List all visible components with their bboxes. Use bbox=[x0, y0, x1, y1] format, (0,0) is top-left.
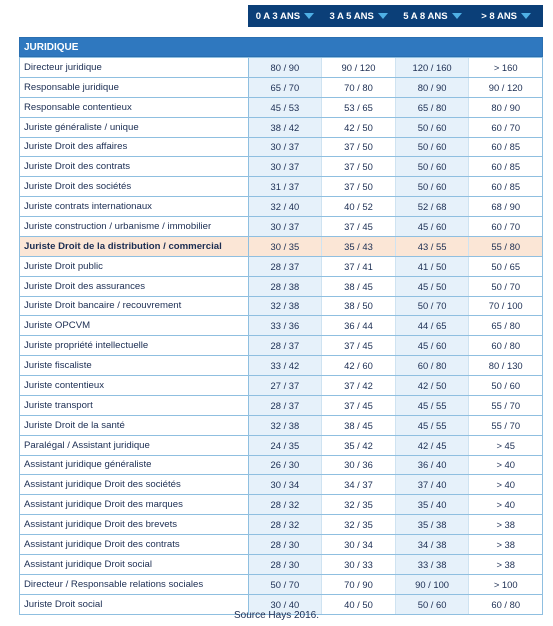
salary-cell: 80 / 130 bbox=[469, 356, 542, 375]
salary-cell: 43 / 55 bbox=[396, 237, 470, 256]
salary-cell: 28 / 37 bbox=[249, 257, 323, 276]
salary-cell: 35 / 38 bbox=[396, 515, 470, 534]
table-row bbox=[20, 474, 542, 494]
salary-cell: 55 / 70 bbox=[469, 396, 542, 415]
row-values bbox=[249, 78, 542, 97]
salary-cell: 37 / 45 bbox=[322, 217, 396, 236]
salary-cell: 42 / 60 bbox=[322, 356, 396, 375]
salary-cell: 60 / 85 bbox=[469, 138, 542, 157]
row-values bbox=[249, 58, 542, 77]
row-label: Assistant juridique Droit des contrats bbox=[20, 535, 249, 554]
row-label: Assistant juridique Droit des marques bbox=[20, 495, 249, 514]
salary-cell: 31 / 37 bbox=[249, 177, 323, 196]
column-header-8-plus[interactable] bbox=[469, 5, 543, 27]
table-row bbox=[20, 196, 542, 216]
salary-cell: 55 / 70 bbox=[469, 416, 542, 435]
salary-cell: 24 / 35 bbox=[249, 436, 323, 455]
row-values bbox=[249, 237, 542, 256]
salary-cell: > 45 bbox=[469, 436, 542, 455]
row-values bbox=[249, 495, 542, 514]
table-row bbox=[20, 395, 542, 415]
column-header-3-5[interactable] bbox=[322, 5, 396, 27]
salary-cell: 45 / 50 bbox=[396, 277, 470, 296]
salary-cell: 70 / 90 bbox=[322, 575, 396, 594]
salary-cell: 37 / 50 bbox=[322, 138, 396, 157]
salary-cell: 37 / 45 bbox=[322, 336, 396, 355]
row-values bbox=[249, 376, 542, 395]
salary-cell: > 38 bbox=[469, 555, 542, 574]
row-label: Juriste Droit bancaire / recouvrement bbox=[20, 297, 249, 316]
triangle-down-icon bbox=[304, 13, 314, 19]
salary-cell: 50 / 60 bbox=[469, 376, 542, 395]
salary-cell: 33 / 36 bbox=[249, 316, 323, 335]
column-header-label: > 8 ANS bbox=[481, 10, 518, 22]
salary-cell: 36 / 40 bbox=[396, 456, 470, 475]
salary-cell: 36 / 44 bbox=[322, 316, 396, 335]
row-label: Juriste propriété intellectuelle bbox=[20, 336, 249, 355]
table-row bbox=[20, 494, 542, 514]
row-label: Responsable contentieux bbox=[20, 98, 249, 117]
salary-cell: 60 / 80 bbox=[396, 356, 470, 375]
triangle-down-icon bbox=[378, 13, 388, 19]
salary-cell: 30 / 34 bbox=[249, 475, 323, 494]
table-row bbox=[20, 554, 542, 574]
salary-cell: 45 / 60 bbox=[396, 217, 470, 236]
row-label: Assistant juridique généraliste bbox=[20, 456, 249, 475]
row-values bbox=[249, 416, 542, 435]
salary-cell: 50 / 60 bbox=[396, 118, 470, 137]
row-values bbox=[249, 316, 542, 335]
row-label: Directeur juridique bbox=[20, 58, 249, 77]
salary-cell: 42 / 45 bbox=[396, 436, 470, 455]
salary-cell: 33 / 42 bbox=[249, 356, 323, 375]
row-label: Juriste contentieux bbox=[20, 376, 249, 395]
salary-cell: 50 / 70 bbox=[396, 297, 470, 316]
row-values bbox=[249, 98, 542, 117]
salary-cell: 50 / 60 bbox=[396, 157, 470, 176]
row-label: Responsable juridique bbox=[20, 78, 249, 97]
salary-cell: > 160 bbox=[469, 58, 542, 77]
salary-cell: > 40 bbox=[469, 495, 542, 514]
row-label: Juriste Droit public bbox=[20, 257, 249, 276]
row-values bbox=[249, 177, 542, 196]
row-values bbox=[249, 277, 542, 296]
salary-cell: 40 / 50 bbox=[322, 595, 396, 614]
table-row bbox=[20, 97, 542, 117]
salary-cell: 35 / 42 bbox=[322, 436, 396, 455]
salary-cell: 30 / 34 bbox=[322, 535, 396, 554]
salary-cell: 28 / 32 bbox=[249, 515, 323, 534]
salary-cell: 65 / 70 bbox=[249, 78, 323, 97]
salary-cell: 45 / 55 bbox=[396, 416, 470, 435]
column-header-5-8[interactable] bbox=[396, 5, 470, 27]
salary-cell: 28 / 32 bbox=[249, 495, 323, 514]
salary-cell: 30 / 37 bbox=[249, 138, 323, 157]
row-values bbox=[249, 118, 542, 137]
salary-cell: 32 / 35 bbox=[322, 495, 396, 514]
salary-cell: 60 / 85 bbox=[469, 177, 542, 196]
salary-cell: 30 / 40 bbox=[249, 595, 323, 614]
salary-cell: 32 / 35 bbox=[322, 515, 396, 534]
salary-cell: > 40 bbox=[469, 456, 542, 475]
column-header-label: 0 A 3 ANS bbox=[255, 10, 301, 22]
row-values bbox=[249, 197, 542, 216]
salary-cell: > 38 bbox=[469, 515, 542, 534]
row-label: Juriste contrats internationaux bbox=[20, 197, 249, 216]
salary-cell: 28 / 37 bbox=[249, 396, 323, 415]
salary-cell: 80 / 90 bbox=[249, 58, 323, 77]
table-row bbox=[20, 156, 542, 176]
table-row bbox=[20, 117, 542, 137]
row-label: Juriste construction / urbanisme / immobilier bbox=[20, 217, 249, 236]
row-label: Juriste Droit des sociétés bbox=[20, 177, 249, 196]
salary-cell: 68 / 90 bbox=[469, 197, 542, 216]
row-label: Assistant juridique Droit des brevets bbox=[20, 515, 249, 534]
table-row bbox=[20, 455, 542, 475]
salary-cell: 38 / 50 bbox=[322, 297, 396, 316]
salary-cell: 60 / 70 bbox=[469, 118, 542, 137]
table-row bbox=[20, 415, 542, 435]
column-header-label: 3 A 5 ANS bbox=[329, 10, 374, 22]
row-values bbox=[249, 297, 542, 316]
table-row bbox=[20, 534, 542, 554]
table-row bbox=[20, 216, 542, 236]
table-row bbox=[20, 315, 542, 335]
table-row bbox=[20, 355, 542, 375]
salary-cell: 50 / 65 bbox=[469, 257, 542, 276]
salary-cell: 50 / 60 bbox=[396, 138, 470, 157]
row-values bbox=[249, 138, 542, 157]
row-values bbox=[249, 257, 542, 276]
salary-cell: 28 / 30 bbox=[249, 555, 323, 574]
salary-cell: 37 / 42 bbox=[322, 376, 396, 395]
salary-cell: 80 / 90 bbox=[396, 78, 470, 97]
row-label: Directeur / Responsable relations sociales bbox=[20, 575, 249, 594]
salary-cell: 37 / 50 bbox=[322, 177, 396, 196]
salary-cell: 60 / 85 bbox=[469, 157, 542, 176]
salary-cell: 35 / 43 bbox=[322, 237, 396, 256]
row-values bbox=[249, 436, 542, 455]
salary-cell: 35 / 40 bbox=[396, 495, 470, 514]
row-label: Assistant juridique Droit social bbox=[20, 555, 249, 574]
salary-cell: 55 / 80 bbox=[469, 237, 542, 256]
salary-cell: 28 / 38 bbox=[249, 277, 323, 296]
salary-cell: > 100 bbox=[469, 575, 542, 594]
salary-cell: 32 / 38 bbox=[249, 297, 323, 316]
salary-cell: 27 / 37 bbox=[249, 376, 323, 395]
salary-cell: 30 / 37 bbox=[249, 217, 323, 236]
salary-cell: 120 / 160 bbox=[396, 58, 470, 77]
salary-cell: 45 / 60 bbox=[396, 336, 470, 355]
salary-cell: 30 / 37 bbox=[249, 157, 323, 176]
triangle-down-icon bbox=[452, 13, 462, 19]
row-label: Juriste Droit des assurances bbox=[20, 277, 249, 296]
salary-cell: 30 / 35 bbox=[249, 237, 323, 256]
salary-cell: 38 / 42 bbox=[249, 118, 323, 137]
salary-table bbox=[19, 5, 543, 615]
table-row bbox=[20, 276, 542, 296]
row-values bbox=[249, 396, 542, 415]
salary-cell: 28 / 30 bbox=[249, 535, 323, 554]
table-row bbox=[20, 574, 542, 594]
salary-cell: 38 / 45 bbox=[322, 277, 396, 296]
salary-cell: > 38 bbox=[469, 535, 542, 554]
row-values bbox=[249, 336, 542, 355]
salary-cell: 50 / 70 bbox=[249, 575, 323, 594]
salary-cell: 70 / 100 bbox=[469, 297, 542, 316]
table-row bbox=[20, 375, 542, 395]
salary-cell: 44 / 65 bbox=[396, 316, 470, 335]
salary-cell: 32 / 38 bbox=[249, 416, 323, 435]
table-row bbox=[20, 77, 542, 97]
salary-cell: 52 / 68 bbox=[396, 197, 470, 216]
column-header-0-3[interactable] bbox=[248, 5, 322, 27]
row-values bbox=[249, 456, 542, 475]
salary-cell: 45 / 53 bbox=[249, 98, 323, 117]
section-title: JURIDIQUE bbox=[19, 37, 543, 57]
salary-cell: 53 / 65 bbox=[322, 98, 396, 117]
salary-cell: 42 / 50 bbox=[322, 118, 396, 137]
row-label: Juriste transport bbox=[20, 396, 249, 415]
salary-cell: 90 / 120 bbox=[469, 78, 542, 97]
row-values bbox=[249, 157, 542, 176]
salary-cell: 34 / 37 bbox=[322, 475, 396, 494]
salary-cell: 26 / 30 bbox=[249, 456, 323, 475]
row-values bbox=[249, 217, 542, 236]
salary-cell: 30 / 36 bbox=[322, 456, 396, 475]
salary-cell: 28 / 37 bbox=[249, 336, 323, 355]
row-label: Juriste fiscaliste bbox=[20, 356, 249, 375]
salary-cell: 30 / 33 bbox=[322, 555, 396, 574]
row-values bbox=[249, 555, 542, 574]
table-row bbox=[20, 256, 542, 276]
salary-cell: 70 / 80 bbox=[322, 78, 396, 97]
salary-cell: 65 / 80 bbox=[469, 316, 542, 335]
table-row bbox=[20, 176, 542, 196]
table-row bbox=[20, 137, 542, 157]
salary-cell: 32 / 40 bbox=[249, 197, 323, 216]
salary-cell: 45 / 55 bbox=[396, 396, 470, 415]
salary-cell: 37 / 45 bbox=[322, 396, 396, 415]
row-label: Juriste Droit des contrats bbox=[20, 157, 249, 176]
table-row bbox=[20, 514, 542, 534]
salary-cell: 80 / 90 bbox=[469, 98, 542, 117]
source-note: Source Hays 2016. bbox=[233, 610, 320, 621]
salary-cell: 33 / 38 bbox=[396, 555, 470, 574]
table-row bbox=[20, 435, 542, 455]
salary-cell: 60 / 80 bbox=[469, 336, 542, 355]
salary-cell: 50 / 70 bbox=[469, 277, 542, 296]
salary-cell: 41 / 50 bbox=[396, 257, 470, 276]
experience-columns bbox=[248, 5, 543, 27]
table-body bbox=[19, 57, 543, 615]
salary-cell: 65 / 80 bbox=[396, 98, 470, 117]
triangle-down-icon bbox=[521, 13, 531, 19]
table-row bbox=[20, 57, 542, 77]
salary-cell: 60 / 70 bbox=[469, 217, 542, 236]
row-label: Juriste Droit de la santé bbox=[20, 416, 249, 435]
row-values bbox=[249, 575, 542, 594]
salary-cell: 37 / 40 bbox=[396, 475, 470, 494]
salary-cell: 90 / 120 bbox=[322, 58, 396, 77]
row-label: Juriste Droit social bbox=[20, 595, 249, 614]
salary-cell: 37 / 41 bbox=[322, 257, 396, 276]
salary-cell: 37 / 50 bbox=[322, 157, 396, 176]
column-header-label: 5 A 8 ANS bbox=[403, 10, 448, 22]
table-header bbox=[19, 5, 543, 27]
salary-cell: 40 / 52 bbox=[322, 197, 396, 216]
row-label: Paralégal / Assistant juridique bbox=[20, 436, 249, 455]
row-values bbox=[249, 356, 542, 375]
row-values bbox=[249, 535, 542, 554]
table-row bbox=[20, 335, 542, 355]
table-row bbox=[20, 296, 542, 316]
table-row bbox=[20, 236, 542, 256]
row-values bbox=[249, 515, 542, 534]
row-values bbox=[249, 475, 542, 494]
salary-cell: 34 / 38 bbox=[396, 535, 470, 554]
salary-cell: > 40 bbox=[469, 475, 542, 494]
salary-cell: 50 / 60 bbox=[396, 595, 470, 614]
salary-cell: 42 / 50 bbox=[396, 376, 470, 395]
row-label: Juriste généraliste / unique bbox=[20, 118, 249, 137]
row-label: Juriste OPCVM bbox=[20, 316, 249, 335]
row-label: Juriste Droit de la distribution / commercial bbox=[20, 237, 249, 256]
salary-cell: 60 / 80 bbox=[469, 595, 542, 614]
salary-cell: 90 / 100 bbox=[396, 575, 470, 594]
row-label: Juriste Droit des affaires bbox=[20, 138, 249, 157]
salary-cell: 50 / 60 bbox=[396, 177, 470, 196]
row-label: Assistant juridique Droit des sociétés bbox=[20, 475, 249, 494]
salary-cell: 38 / 45 bbox=[322, 416, 396, 435]
